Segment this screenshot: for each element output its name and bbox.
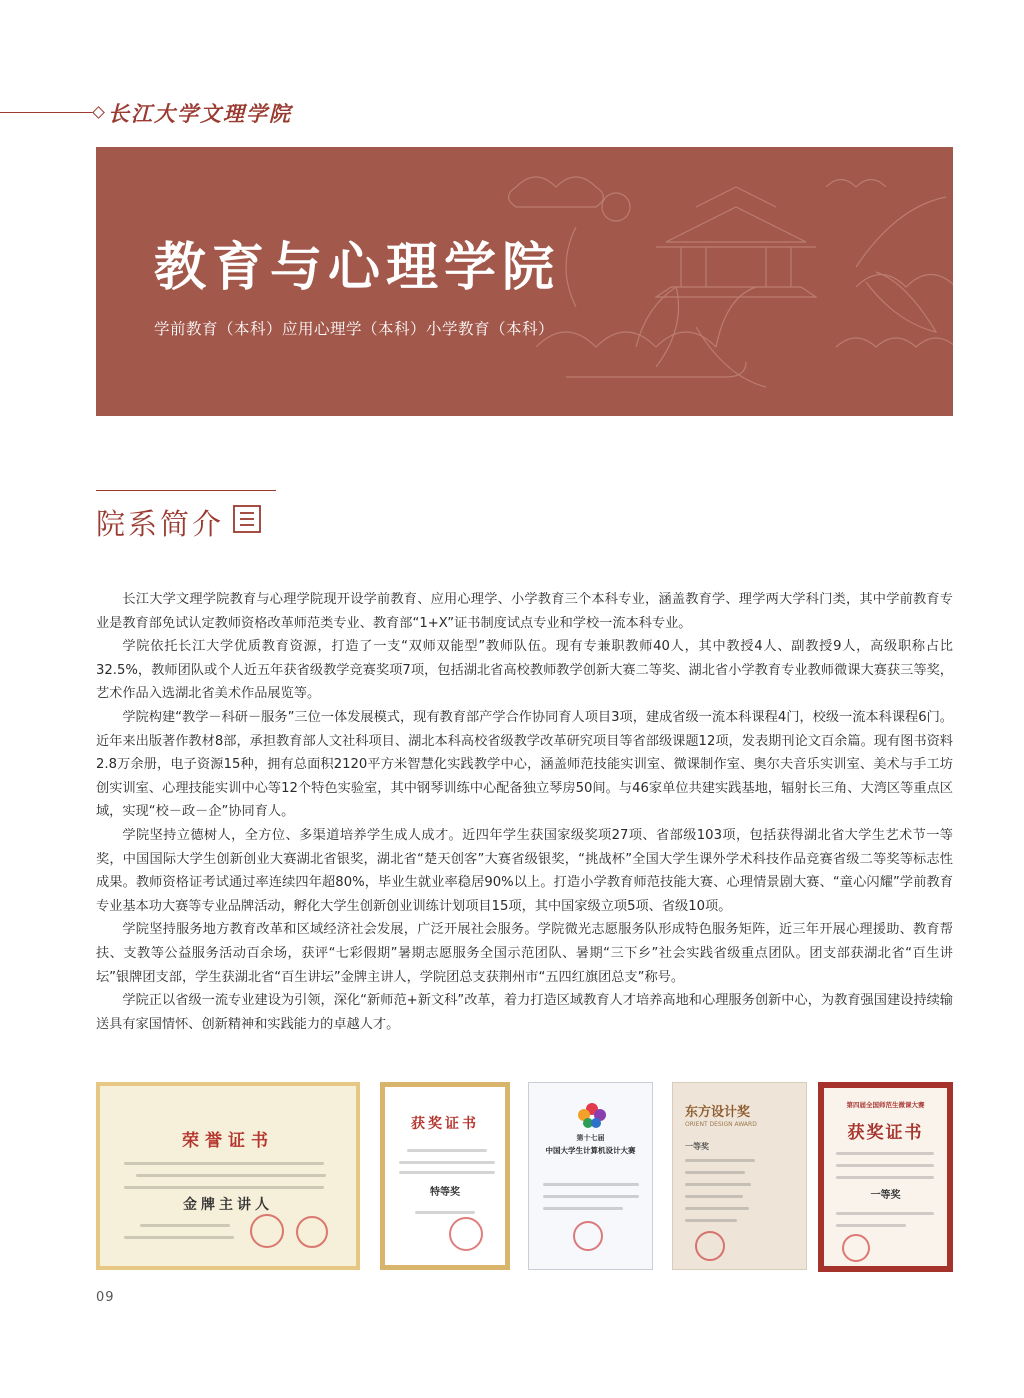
certificate-award: 一等奖 (685, 1142, 709, 1151)
vision-paragraph: 学院正以省级一流专业建设为引领，深化“新师范+新文科”改革，着力打造区域教育人才培养高地和心理服务创新中心，为教育强国建设持续输送具有家国情怀、创新精神和实践能力的卓越人才。 (96, 993, 953, 1032)
faculty-paragraph: 学院依托长江大学优质教育资源，打造了一支“双师双能型”教师队伍。现有专兼职教师40人，其中教授4人、副教授9人，高级职称占比32.5%，教师团队或个人近五年获省级教学竞赛奖项7项，包括湖北省高校教师教学创新大赛二等奖、湖北省小学教育专业教师微课大赛获三等奖，艺术作品入选湖北省美术作品展览等。 (96, 639, 953, 702)
research-paragraph: 学院构建“教学－科研－服务”三位一体发展模式，现有教育部产学合作协同育人项目3项，建成省级一流本科课程4门，校级一流本科课程6门。近年来出版著作教材8部，承担教育部人文社科项目、湖北本科高校省级教学改革研究项目等省部级课题12项，发表期刊论文百余篇。现有图书资料2.8万余册，电子资源15种，拥有总面积2120平方米智慧化实践教学中心，涵盖师范技能实训室、微课制作室、奥尔夫音乐实训室、美术与手工坊创实训室、心理技能实训中心等12个特色实验室，其中钢琴训练中心配备独立琴房50间。与46家单位共建实践基地，辐射长三角、大湾区等重点区域，实现“校－政－企”协同育人。 (96, 709, 953, 820)
section-rule-line (96, 490, 276, 491)
students-paragraph: 学院坚持立德树人，全方位、多渠道培养学生成人成才。近四年学生获国家级奖项27项、省部级103项，包括获得湖北省大学生艺术节一等奖，中国国际大学生创新创业大赛湖北省银奖，湖北省“楚天创客”大赛省级银奖，“挑战杯”全国大学生课外学术科技作品竞赛省级二等奖等标志性成果。教师资格证考试通过率连续四年超80%，毕业生就业率稳居90%以上。打造小学教育师范技能大赛、心理情景剧大赛、“童心闪耀”学前教育专业基本功大赛等专业品牌活动，孵化大学生创新创业训练计划项目15项，其中国家级立项5项、省级10项。 (96, 827, 953, 914)
certificate-title: 荣誉证书 (182, 1131, 274, 1151)
college-introduction (96, 588, 953, 1036)
intro-paragraph: 长江大学文理学院教育与心理学院现开设学前教育、应用心理学、小学教育三个本科专业，涵盖教育学、理学两大学科门类，其中学前教育专业是教育部免试认定教师资格改革师范类专业、教育部“1+X”证书制度试点专业和学校一流本科专业。 (96, 592, 953, 631)
certificate-image (528, 1082, 653, 1270)
section-title: 院系简介 (96, 507, 225, 541)
certificate-title: 获奖证书 (411, 1116, 479, 1132)
certificate-title: 东方设计奖 (685, 1105, 751, 1120)
certificate-image (672, 1082, 807, 1270)
majors-subtitle: 学前教育（本科）应用心理学（本科）小学教育（本科） (154, 320, 555, 338)
seal-stamp (573, 1221, 603, 1251)
title-banner (96, 147, 953, 416)
certificate-title: 获奖证书 (847, 1123, 924, 1143)
certificate-award: 一等奖 (870, 1190, 901, 1201)
brand-name: 长江大学文理学院 (108, 101, 292, 126)
seal-stamp (842, 1234, 870, 1262)
certificate-edition: 第十七届 (576, 1133, 605, 1142)
brand-diamond-icon (92, 106, 105, 119)
certificate-award: 金牌主讲人 (183, 1197, 273, 1213)
service-paragraph: 学院坚持服务地方教育改革和区域经济社会发展，广泛开展社会服务。学院微光志愿服务队形成特色服务矩阵，近三年开展心理援助、教育帮扶、支教等公益服务活动百余场，获评“七彩假期”暑期志愿服务全国示范团队、暑期“三下乡”社会实践省级重点团队。团支部获湖北省“百生讲坛”银牌团支部，学生获湖北省“百生讲坛”金牌主讲人，学院团总支获荆州市“五四红旗团总支”称号。 (96, 922, 953, 985)
certificate-title: 中国大学生计算机设计大赛 (545, 1146, 636, 1155)
seal-stamp (296, 1216, 328, 1248)
page-number: 09 (96, 1290, 115, 1305)
section-heading (96, 490, 276, 550)
certificate-award: 特等奖 (430, 1187, 460, 1198)
certificate-image (818, 1082, 953, 1272)
certificate-subtitle: ORIENT DESIGN AWARD (685, 1121, 757, 1128)
certificate-image (96, 1082, 360, 1270)
brand-rule-line (0, 112, 96, 113)
flower-logo-icon (575, 1099, 609, 1129)
list-document-icon (232, 504, 262, 534)
college-title: 教育与心理学院 (154, 237, 561, 298)
certificate-event: 第四届全国师范生微课大赛 (846, 1101, 925, 1109)
seal-stamp (250, 1214, 284, 1248)
seal-stamp (449, 1217, 483, 1251)
seal-stamp (695, 1231, 725, 1261)
certificate-image (380, 1082, 510, 1270)
